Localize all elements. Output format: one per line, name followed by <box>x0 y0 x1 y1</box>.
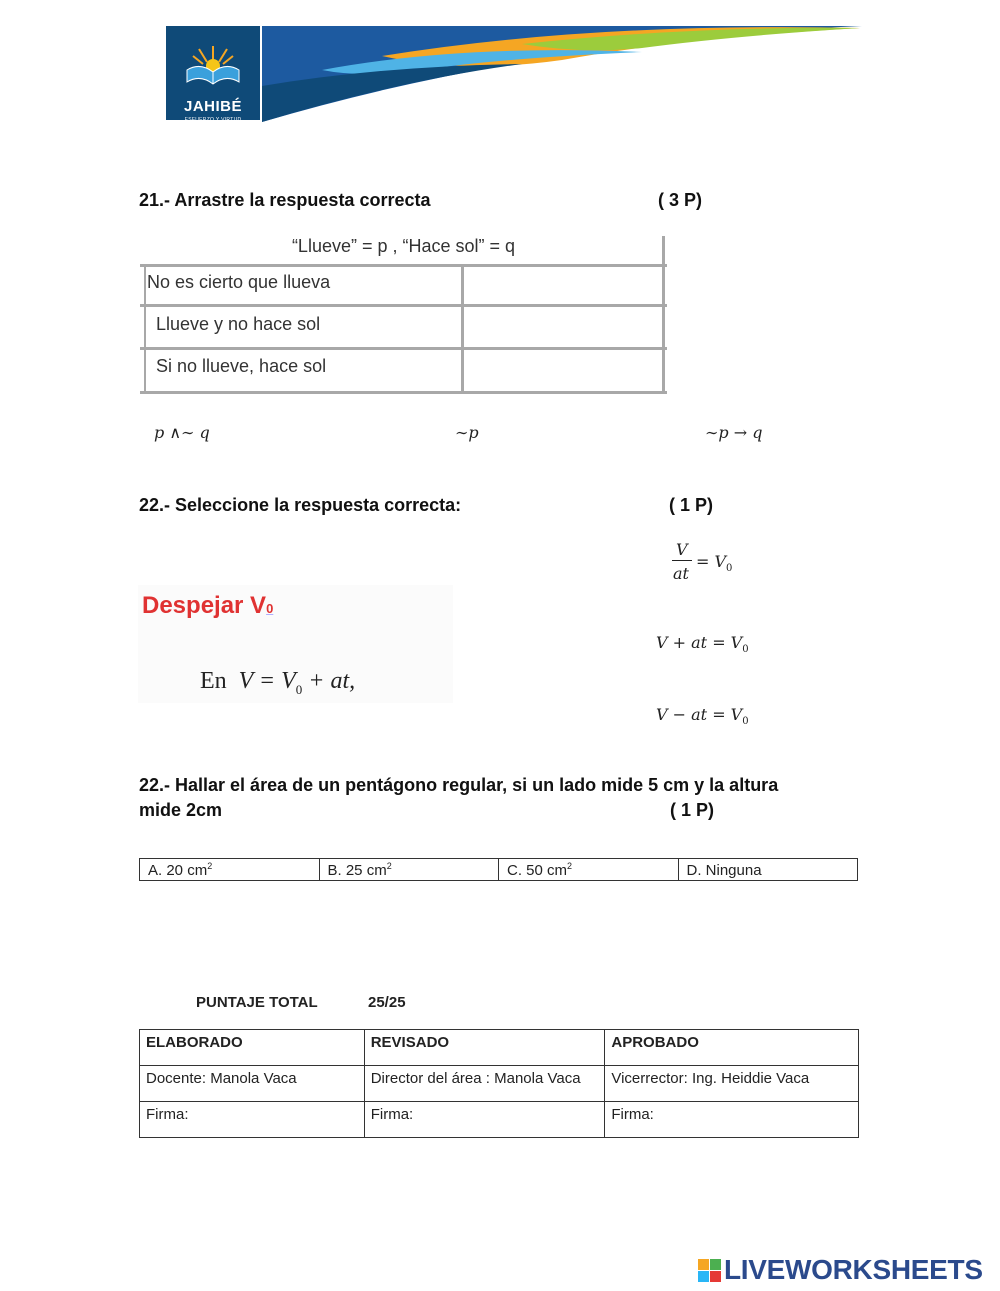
signature-cell: Firma: <box>140 1102 365 1138</box>
q22a-option-3[interactable]: V − at = $V_0$ <box>656 705 749 728</box>
header-cell: REVISADO <box>364 1030 605 1066</box>
name-cell: Director del área : Manola Vaca <box>364 1066 605 1102</box>
q21-points: ( 3 P) <box>658 190 703 210</box>
signature-cell: Firma: <box>605 1102 859 1138</box>
q21-row: Si no llueve, hace sol <box>156 356 327 376</box>
q22b-title-line2: mide 2cm <box>139 800 223 820</box>
q21-drop-zone[interactable] <box>464 350 662 391</box>
signature-cell: Firma: <box>364 1102 605 1138</box>
answer-option[interactable]: B. 25 $cm^2$ <box>320 859 500 880</box>
q21-drag-option[interactable]: ∼p <box>455 423 479 442</box>
q21-drag-option[interactable]: p ∧∼ q <box>154 423 210 442</box>
liveworksheets-brand: LIVEWORKSHEETS <box>724 1254 983 1285</box>
answer-option[interactable]: C. 50 $cm^2$ <box>499 859 679 880</box>
q21-image <box>140 236 667 396</box>
fraction-bar <box>672 560 692 561</box>
school-logo <box>166 26 260 123</box>
q22b-title-line1: 22.- Hallar el área de un pentágono regular, si un lado mide 5 cm y la altura <box>139 775 779 795</box>
logo-motto: ESFUERZO Y VIRTUD <box>184 117 242 123</box>
score-value: 25/25 <box>368 994 406 1011</box>
q21-drop-zone[interactable] <box>464 307 662 347</box>
despejar-title: Despejar V0 <box>142 592 274 619</box>
q22b-options <box>139 858 858 881</box>
header-cell: ELABORADO <box>140 1030 365 1066</box>
q22a-option-2[interactable]: V + at = $V_0$ <box>656 633 749 656</box>
fraction-numerator: V <box>676 540 688 559</box>
q22b-points: ( 1 P) <box>670 800 715 820</box>
option-rhs: = $V_0$ <box>696 552 733 575</box>
logo-name: JAHIBÉ <box>183 98 242 115</box>
q22a-points: ( 1 P) <box>669 495 714 515</box>
liveworksheets-logo-icon <box>698 1259 722 1283</box>
q21-drag-option[interactable]: ∼p → q <box>705 423 763 442</box>
signature-table <box>139 1029 859 1138</box>
q21-title: 21.- Arrastre la respuesta correcta <box>139 190 431 210</box>
answer-option[interactable]: D. Ninguna <box>686 862 762 879</box>
name-cell: Docente: Manola Vaca <box>140 1066 365 1102</box>
header-cell: APROBADO <box>605 1030 859 1066</box>
fraction-denominator: at <box>673 564 689 583</box>
answer-option[interactable]: A. 20 $cm^2$ <box>140 859 320 880</box>
q21-drop-zone[interactable] <box>464 267 662 304</box>
q21-row: No es cierto que llueva <box>147 272 331 292</box>
q21-header: “Llueve” = p , “Hace sol” = q <box>291 236 516 256</box>
q22a-title: 22.- Seleccione la respuesta correcta: <box>139 495 462 515</box>
despejar-equation: En $V = V_0$ + at, <box>200 668 356 697</box>
q21-row: Llueve y no hace sol <box>156 314 321 334</box>
name-cell: Vicerrector: Ing. Heiddie Vaca <box>605 1066 859 1102</box>
header-banner <box>262 26 862 122</box>
score-label: PUNTAJE TOTAL <box>196 994 318 1011</box>
